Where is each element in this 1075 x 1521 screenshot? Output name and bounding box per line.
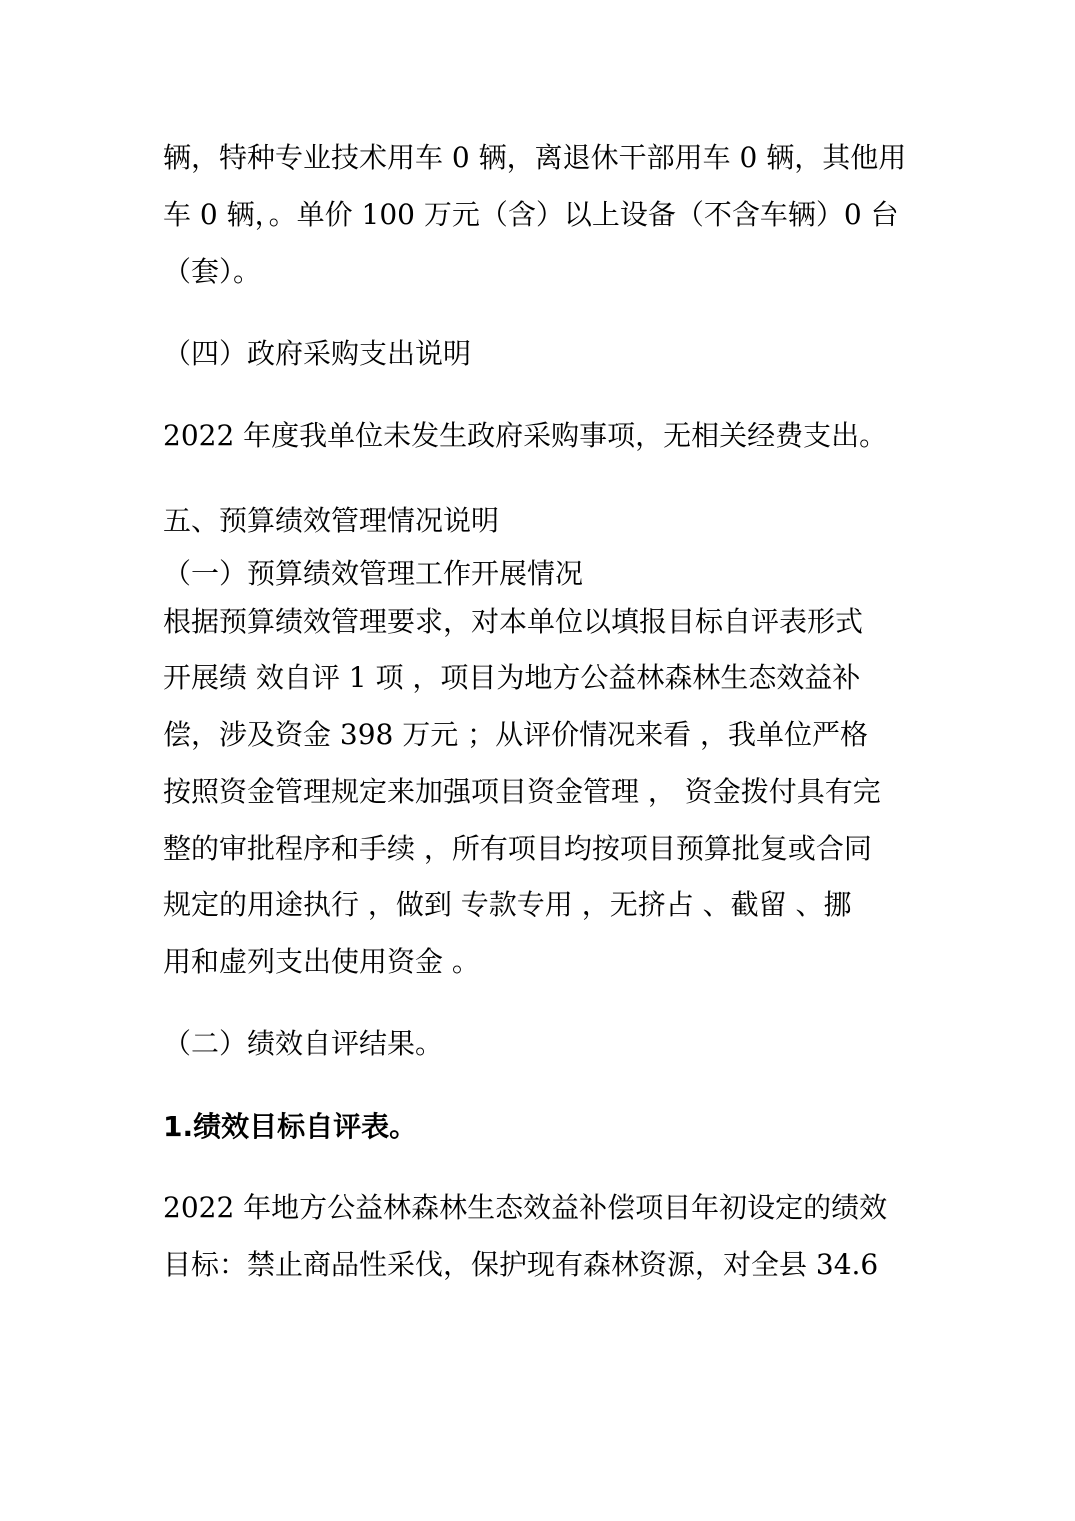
performance-paragraph-line-1: 根据预算绩效管理要求，对本单位以填报目标自评表形式 xyxy=(163,605,864,638)
performance-paragraph-line-4: 按照资金管理规定来加强项目资金管理 ， 资金拨付具有完 xyxy=(163,775,881,808)
vehicle-paragraph-line-2: 车 0 辆，。单价 100 万元（含）以上设备（不含车辆）0 台 xyxy=(163,198,899,231)
section-4-heading: （四）政府采购支出说明 xyxy=(163,337,472,370)
section-5-heading: 五、预算绩效管理情况说明 xyxy=(163,504,500,537)
performance-paragraph-line-6: 规定的用途执行 ，做到 专款专用 ，无挤占 、截留 、挪 xyxy=(163,888,852,921)
vehicle-paragraph-line-3: （套）。 xyxy=(163,255,262,288)
procurement-text: 2022 年度我单位未发生政府采购事项，无相关经费支出。 xyxy=(163,419,888,452)
subsection-1-heading: （一）预算绩效管理工作开展情况 xyxy=(163,557,584,590)
performance-paragraph-line-3: 偿，涉及资金 398 万元 ；从评价情况来看 ，我单位严格 xyxy=(163,718,869,751)
goal-paragraph-line-2: 目标：禁止商品性采伐，保护现有森林资源，对全县 34.6 xyxy=(163,1248,879,1281)
performance-paragraph-line-2: 开展绩 效自评 1 项 ，项目为地方公益林森林生态效益补 xyxy=(163,661,861,694)
subsection-2-heading: （二）绩效自评结果。 xyxy=(163,1027,444,1060)
table-heading: 1.绩效目标自评表。 xyxy=(163,1110,418,1143)
goal-paragraph-line-1: 2022 年地方公益林森林生态效益补偿项目年初设定的绩效 xyxy=(163,1191,888,1224)
performance-paragraph-line-7: 用和虚列支出使用资金 。 xyxy=(163,945,480,978)
performance-paragraph-line-5: 整的审批程序和手续 ，所有项目均按项目预算批复或合同 xyxy=(163,832,872,865)
vehicle-paragraph-line-1: 辆，特种专业技术用车 0 辆，离退休干部用车 0 辆，其他用 xyxy=(163,141,907,174)
